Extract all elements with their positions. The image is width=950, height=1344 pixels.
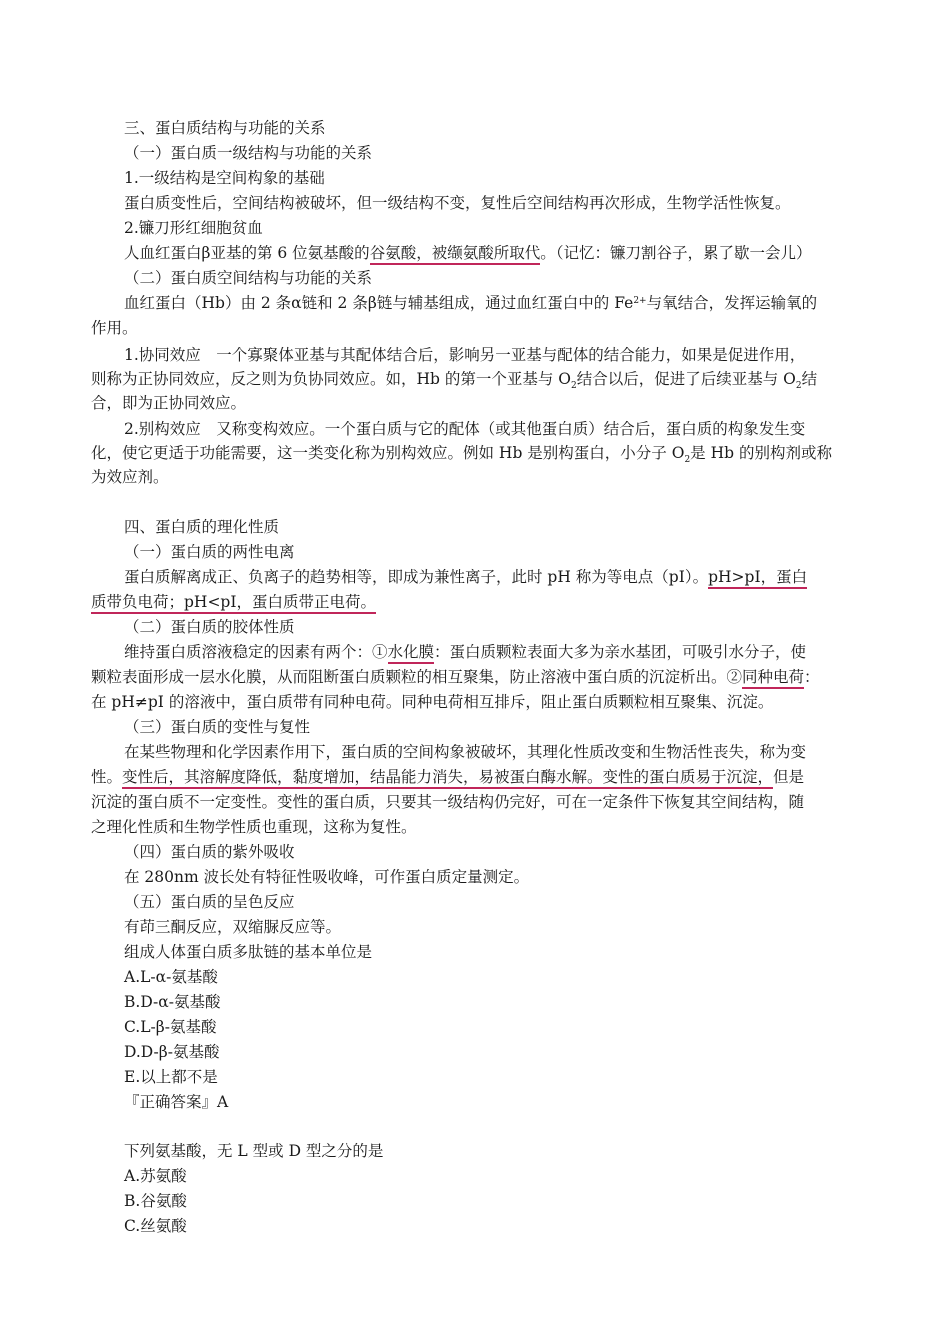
coop-text-c: 结 <box>801 370 818 388</box>
subsection-4-3-title: （三）蛋白质的变性与复性 <box>124 718 311 736</box>
ion-line-1 <box>124 567 807 587</box>
allo-line-1: 2.别构效应 又称变构效应。一个蛋白质与它的配体（或其他蛋白质）结合后，蛋白质的构象发生变 <box>124 420 806 438</box>
denature-text-a: 性。 <box>91 768 123 786</box>
denature-line-2 <box>91 767 804 787</box>
subsection-4-5-title: （五）蛋白质的呈色反应 <box>124 893 295 911</box>
coop-line-1: 1.协同效应 一个寡聚体亚基与其配体结合后，影响另一亚基与配体的结合能力，如果是促进作用， <box>124 346 806 364</box>
denature-line-4: 之理化性质和生物学性质也重现，这称为复性。 <box>91 818 417 836</box>
coop-text-a: 则称为正协同效应，反之则为负协同效应。如，Hb 的第一个亚基与 O <box>91 370 572 388</box>
hb-text-a: 血红蛋白（Hb）由 2 条α链和 2 条β链与辅基组成，通过血红蛋白中的 Fe <box>124 294 634 312</box>
allo-text-b: 是 Hb 的别构剂或称 <box>690 444 832 462</box>
ion-text-a: 蛋白质解离成正、负离子的趋势相等，即成为兼性离子，此时 pH 称为等电点（pI）。 <box>124 568 709 586</box>
question-1-option-e: E.以上都不是 <box>124 1068 218 1086</box>
subsection-4-4-title: （四）蛋白质的紫外吸收 <box>124 843 295 861</box>
section-3-title: 三、蛋白质结构与功能的关系 <box>124 119 326 137</box>
hb-line-2: 作用。 <box>91 319 138 337</box>
question-2-stem: 下列氨基酸，无 L 型或 D 型之分的是 <box>124 1142 384 1160</box>
question-1-option-c: C.L-β-氨基酸 <box>124 1018 217 1036</box>
question-2-option-a: A.苏氨酸 <box>124 1167 187 1185</box>
point-2-text-pre: 人血红蛋白β亚基的第 6 位氨基酸的 <box>124 244 370 262</box>
o2-subscript: 2 <box>571 381 577 391</box>
o2-subscript-3: 2 <box>684 455 691 465</box>
point-2-title: 2.镰刀形红细胞贫血 <box>124 219 263 237</box>
uv-text: 在 280nm 波长处有特征性吸收峰，可作蛋白质定量测定。 <box>124 868 530 886</box>
o2-subscript-2: 2 <box>795 381 802 391</box>
question-1-option-b: B.D-α-氨基酸 <box>124 993 221 1011</box>
question-1-option-d: D.D-β-氨基酸 <box>124 1043 220 1061</box>
highlight-glu-val: 谷氨酸，被缬氨酸所取代 <box>370 244 541 265</box>
question-2-option-c: C.丝氨酸 <box>124 1217 187 1235</box>
color-reaction-text: 有茚三酮反应，双缩脲反应等。 <box>124 918 342 936</box>
allo-line-2 <box>91 443 832 463</box>
denature-line-1: 在某些物理和化学因素作用下，蛋白质的空间构象被破坏，其理化性质改变和生物活性丧失，称为变 <box>124 743 807 761</box>
highlight-denature: 变性后，其溶解度降低，黏度增加，结晶能力消失，易被蛋白酶水解。变性的蛋白质易于沉淀， <box>122 768 773 789</box>
hb-line-1 <box>124 293 817 313</box>
fe-charge: 2+ <box>633 296 647 306</box>
coop-line-2 <box>91 369 817 389</box>
ion-line-2 <box>91 592 376 612</box>
question-1-option-a: A.L-α-氨基酸 <box>124 968 218 986</box>
point-2-text-post: 。（记忆：镰刀割谷子，累了歇一会儿） <box>540 244 812 262</box>
question-1-answer: 『正确答案』A <box>124 1093 229 1111</box>
coop-text-b: 结合以后，促进了后续亚基与 O <box>576 370 796 388</box>
subsection-4-2-title: （二）蛋白质的胶体性质 <box>124 618 295 636</box>
highlight-pi-2: 质带负电荷；pH<pI，蛋白质带正电荷。 <box>91 593 376 614</box>
point-1-title: 1.一级结构是空间构象的基础 <box>124 169 325 187</box>
point-2-text <box>124 243 811 263</box>
colloid-text-b: ：蛋白质颗粒表面大多为亲水基团，可吸引水分子，使 <box>434 643 807 661</box>
highlight-pi-1: pH>pI，蛋白 <box>708 568 807 589</box>
section-4-title: 四、蛋白质的理化性质 <box>124 518 280 536</box>
question-2-option-b: B.谷氨酸 <box>124 1192 187 1210</box>
colloid-text-a: 维持蛋白质溶液稳定的因素有两个：① <box>124 643 388 661</box>
hb-text-b: 与氧结合，发挥运输氧的 <box>646 294 818 312</box>
coop-line-3: 合，即为正协同效应。 <box>91 394 247 412</box>
subsection-4-1-title: （一）蛋白质的两性电离 <box>124 543 295 561</box>
denature-text-b: 但是 <box>773 768 805 786</box>
colloid-line-1 <box>124 642 806 662</box>
allo-line-3: 为效应剂。 <box>91 468 169 486</box>
subsection-3-1-title: （一）蛋白质一级结构与功能的关系 <box>124 144 373 162</box>
denature-line-3: 沉淀的蛋白质不一定变性。变性的蛋白质，只要其一级结构仍完好，可在一定条件下恢复其空间结构，随 <box>91 793 805 811</box>
highlight-hydration: 水化膜 <box>388 643 435 664</box>
colloid-text-c: 颗粒表面形成一层水化膜，从而阻断蛋白质颗粒的相互聚集，防止溶液中蛋白质的沉淀析出。② <box>91 668 743 686</box>
point-1-text: 蛋白质变性后，空间结构被破坏，但一级结构不变，复性后空间结构再次形成，生物学活性恢复。 <box>124 194 791 212</box>
question-1-stem: 组成人体蛋白质多肽链的基本单位是 <box>124 943 373 961</box>
colloid-line-3: 在 pH≠pI 的溶液中，蛋白质带有同种电荷。同种电荷相互排斥，阻止蛋白质颗粒相互聚集、沉淀。 <box>91 693 774 711</box>
colloid-line-2 <box>91 667 820 687</box>
allo-text-a: 化，使它更适于功能需要，这一类变化称为别构效应。例如 Hb 是别构蛋白，小分子 O <box>91 444 685 462</box>
colloid-text-d: ： <box>804 668 820 686</box>
subsection-3-2-title: （二）蛋白质空间结构与功能的关系 <box>124 269 373 287</box>
highlight-charge: 同种电荷 <box>742 668 804 689</box>
